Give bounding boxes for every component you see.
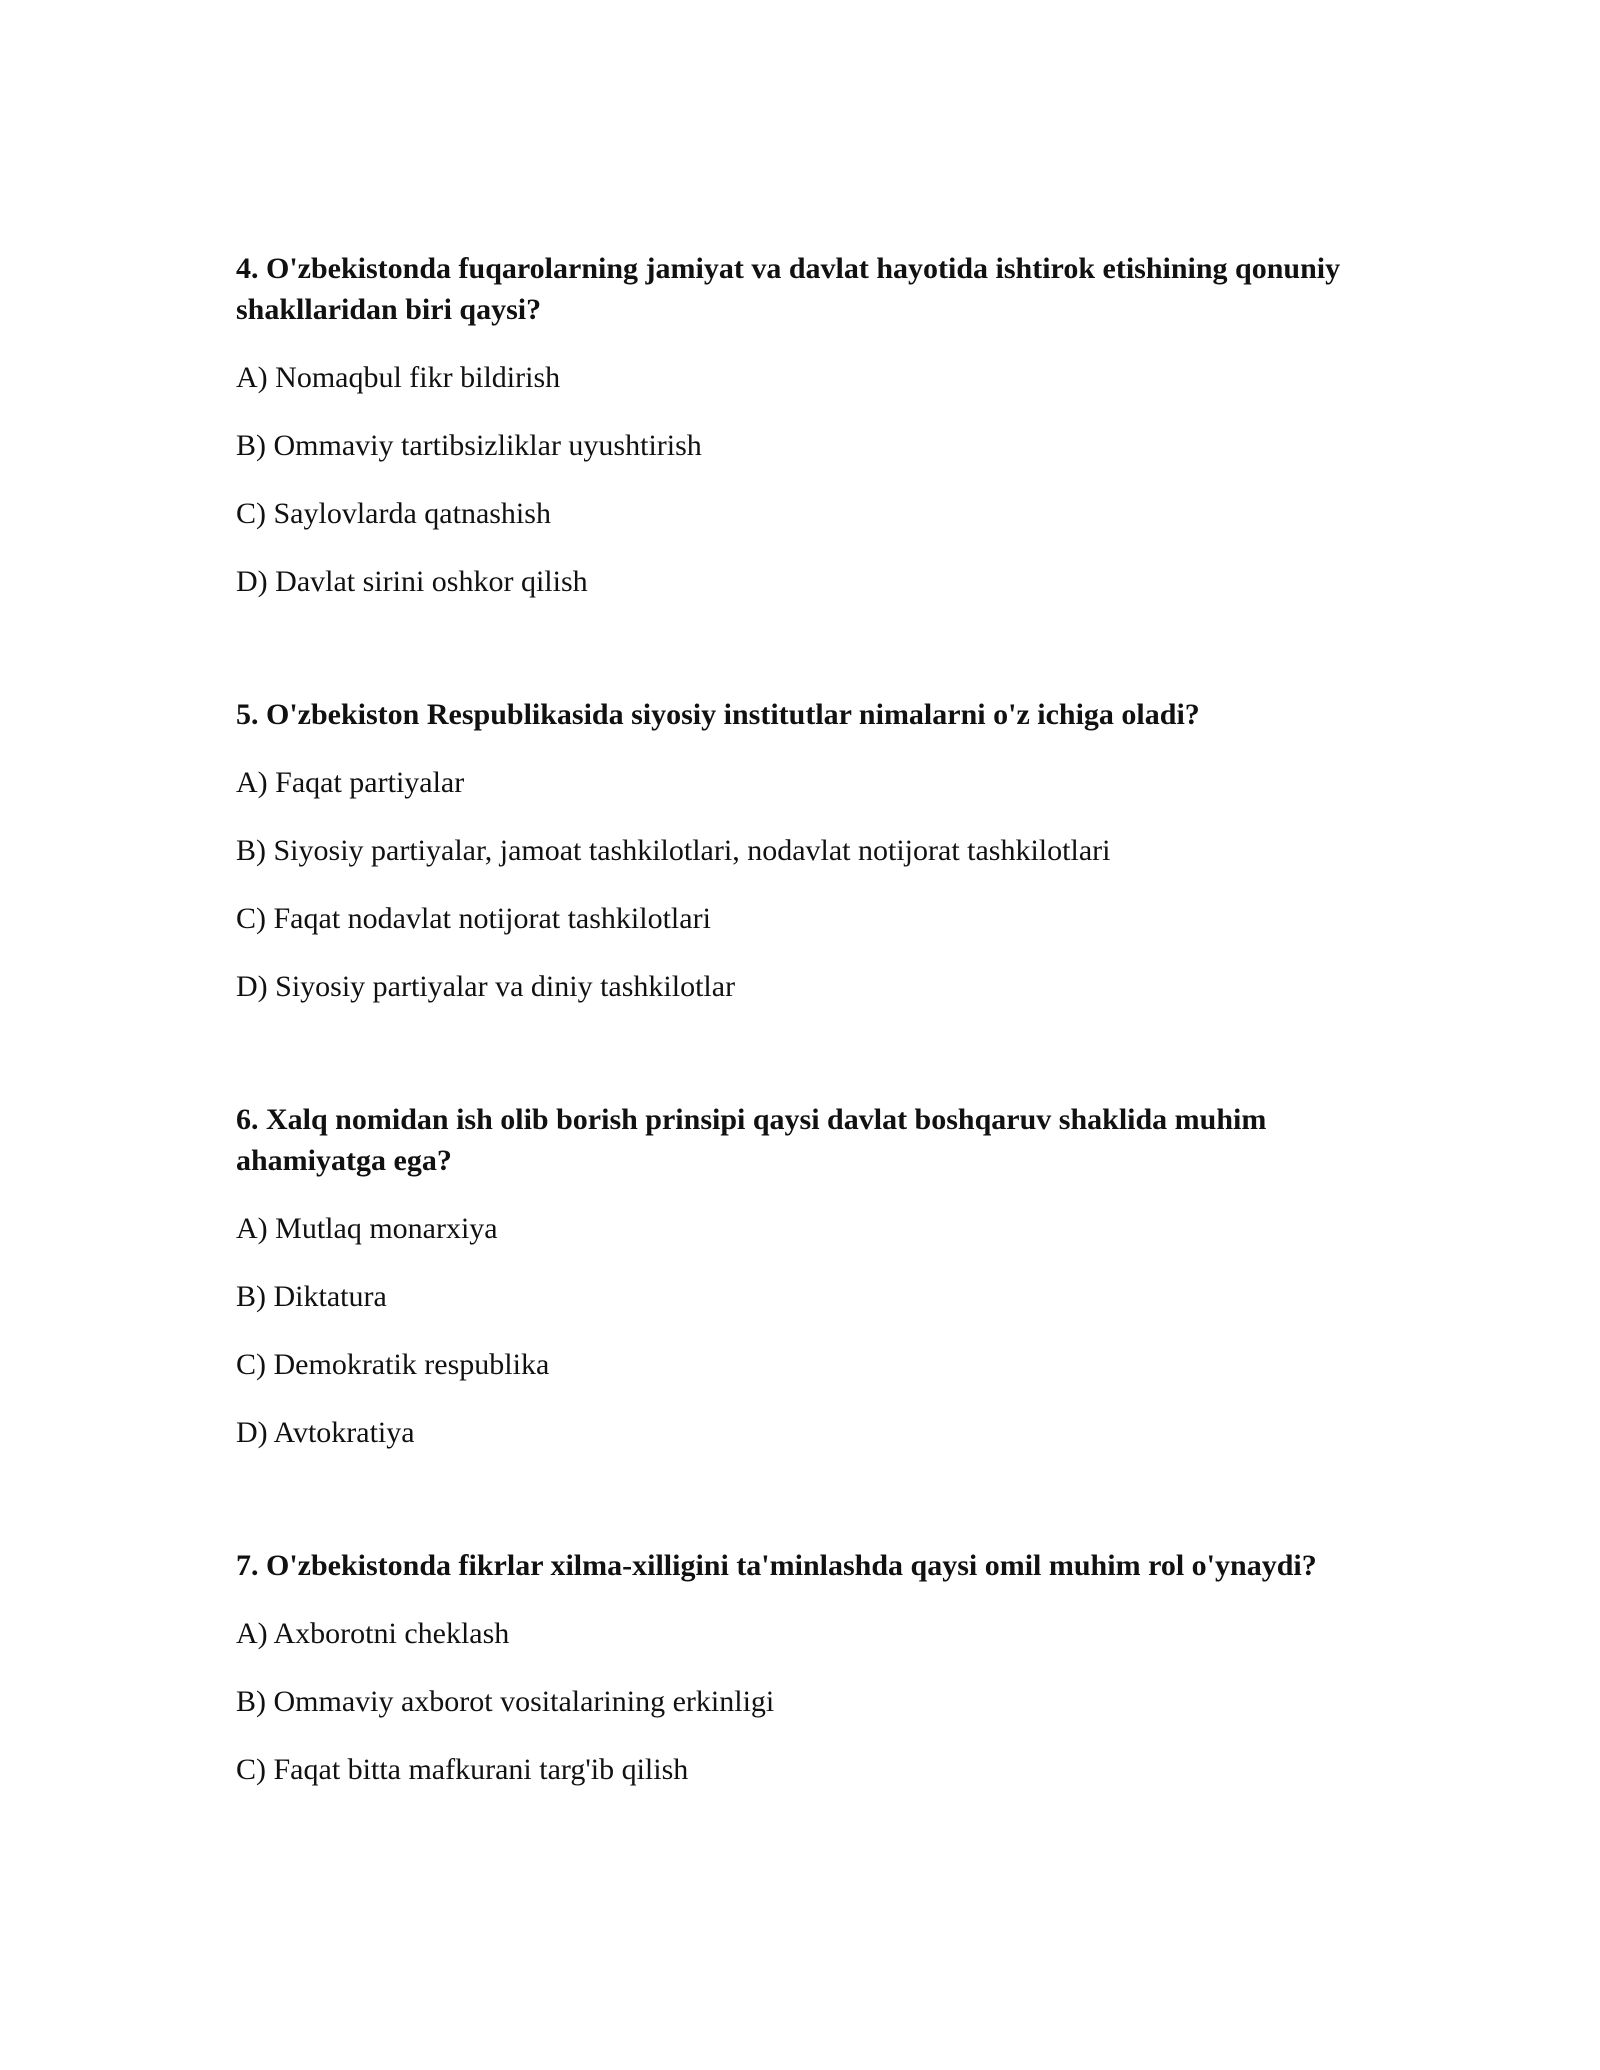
question-6 [236, 1099, 1376, 1453]
answer-option-b: B) Diktatura [236, 1280, 387, 1313]
answer-option-c: C) Saylovlarda qatnashish [236, 497, 551, 530]
question-text: 6. Xalq nomidan ish olib borish prinsipi qaysi davlat boshqaruv shaklida muhim ahamiyatga ega? [236, 1103, 1267, 1177]
question-list [236, 248, 1376, 1882]
answer-option-b: B) Ommaviy axborot vositalarining erkinligi [236, 1685, 775, 1718]
answer-option-d: D) Siyosiy partiyalar va diniy tashkilotlar [236, 970, 736, 1003]
question-7 [236, 1545, 1376, 1790]
answer-option-a: A) Faqat partiyalar [236, 766, 465, 799]
question-text: 4. O'zbekistonda fuqarolarning jamiyat va davlat hayotida ishtirok etishining qonuniy shakllaridan biri qaysi? [236, 252, 1341, 326]
question-text: 5. O'zbekiston Respublikasida siyosiy institutlar nimalarni o'z ichiga oladi? [236, 698, 1200, 731]
answer-option-a: A) Nomaqbul fikr bildirish [236, 361, 561, 394]
answer-option-d: D) Avtokratiya [236, 1416, 415, 1449]
answer-option-a: A) Axborotni cheklash [236, 1617, 510, 1650]
answer-option-b: B) Ommaviy tartibsizliklar uyushtirish [236, 429, 702, 462]
question-text: 7. O'zbekistonda fikrlar xilma-xilligini ta'minlashda qaysi omil muhim rol o'ynaydi? [236, 1549, 1317, 1582]
question-4 [236, 248, 1376, 602]
question-5 [236, 694, 1376, 1007]
answer-option-b: B) Siyosiy partiyalar, jamoat tashkilotlari, nodavlat notijorat tashkilotlari [236, 834, 1111, 867]
answer-option-d: D) Davlat sirini oshkor qilish [236, 565, 588, 598]
answer-option-c: C) Demokratik respublika [236, 1348, 550, 1381]
answer-option-c: C) Faqat nodavlat notijorat tashkilotlari [236, 902, 711, 935]
answer-option-a: A) Mutlaq monarxiya [236, 1212, 498, 1245]
answer-option-c: C) Faqat bitta mafkurani targ'ib qilish [236, 1753, 689, 1786]
